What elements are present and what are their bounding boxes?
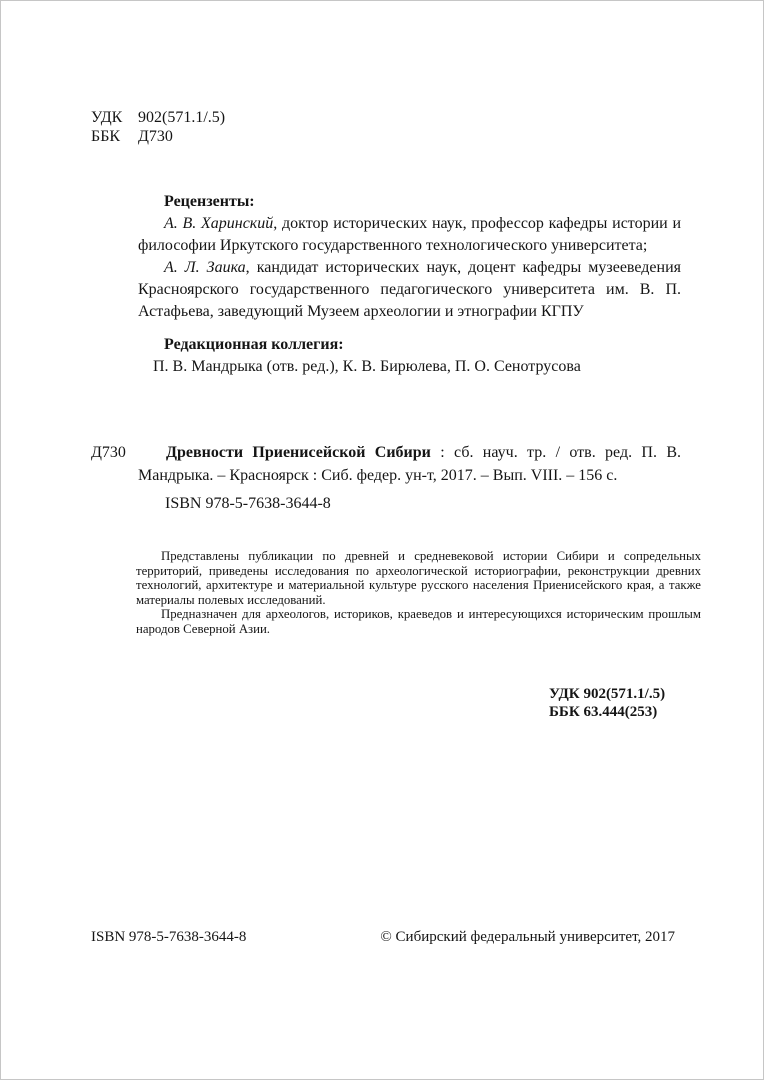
udk-value: 902(571.1/.5)	[138, 109, 226, 126]
book-code: Д730	[138, 128, 173, 145]
bbk-label: ББК	[91, 128, 121, 145]
imprint-footer	[91, 928, 675, 946]
annotation-section	[136, 549, 701, 637]
editorial-board-section	[138, 334, 681, 378]
classification-codes	[91, 108, 225, 146]
editorial-board-heading: Редакционная коллегия:	[164, 336, 344, 353]
reviewer-name: А. Л. Заика	[164, 259, 246, 276]
bbk-line	[91, 127, 225, 146]
catalog-entry	[91, 442, 681, 487]
reviewer-name: А. В. Харинский	[164, 215, 274, 232]
classification-codes-bold	[549, 686, 665, 721]
annotation-paragraph: Предназначен для археологов, историков, краеведов и интересующихся историческим прошлым народов Северной Азии.	[136, 607, 701, 636]
reviewer-entry	[138, 213, 681, 257]
reviewer-credentials: , доктор исторических наук, профессор кафедры истории и философии Иркутского государственного технологического университета;	[138, 215, 682, 254]
reviewer-credentials: , кандидат исторических наук, доцент кафедры музееведения Красноярского государственного педагогического университета им. В. П. Астафьева, заведующий Музеем археологии и этнографии КГПУ	[138, 259, 682, 320]
bbk-bold: ББК 63.444(253)	[549, 703, 658, 720]
catalog-entry-text	[138, 442, 681, 487]
annotation-paragraph: Представлены публикации по древней и средневековой истории Сибири и сопредельных территорий, приведены исследования по археологической историографии, реконструкции древних технологий, архитектуре и материальной культуре русского населения Приенисейского края, а также материалы полевых исследований.	[136, 549, 701, 607]
udk-label: УДК	[91, 109, 123, 126]
isbn-line: ISBN 978-5-7638-3644-8	[165, 495, 331, 512]
editorial-board-members: П. В. Мандрыка (отв. ред.), К. В. Бирюлева, П. О. Сенотрусова	[153, 358, 581, 375]
footer-isbn: ISBN 978-5-7638-3644-8	[91, 929, 247, 945]
catalog-entry-code: Д730	[91, 444, 126, 461]
udk-bold: УДК 902(571.1/.5)	[549, 686, 666, 702]
reviewers-section	[138, 191, 681, 323]
book-title: Древности Приенисейской Сибири	[166, 444, 431, 461]
udk-line	[91, 108, 225, 127]
footer-copyright: © Сибирский федеральный университет, 2017	[380, 929, 675, 945]
reviewers-heading: Рецензенты:	[164, 193, 255, 210]
reviewer-entry	[138, 257, 681, 323]
catalog-entry-description: : сб. науч. тр. / отв. ред. П. В. Мандрыка. – Красноярск : Сиб. федер. ун-т, 2017. – Вып. VIII. – 156 с.	[138, 444, 681, 484]
